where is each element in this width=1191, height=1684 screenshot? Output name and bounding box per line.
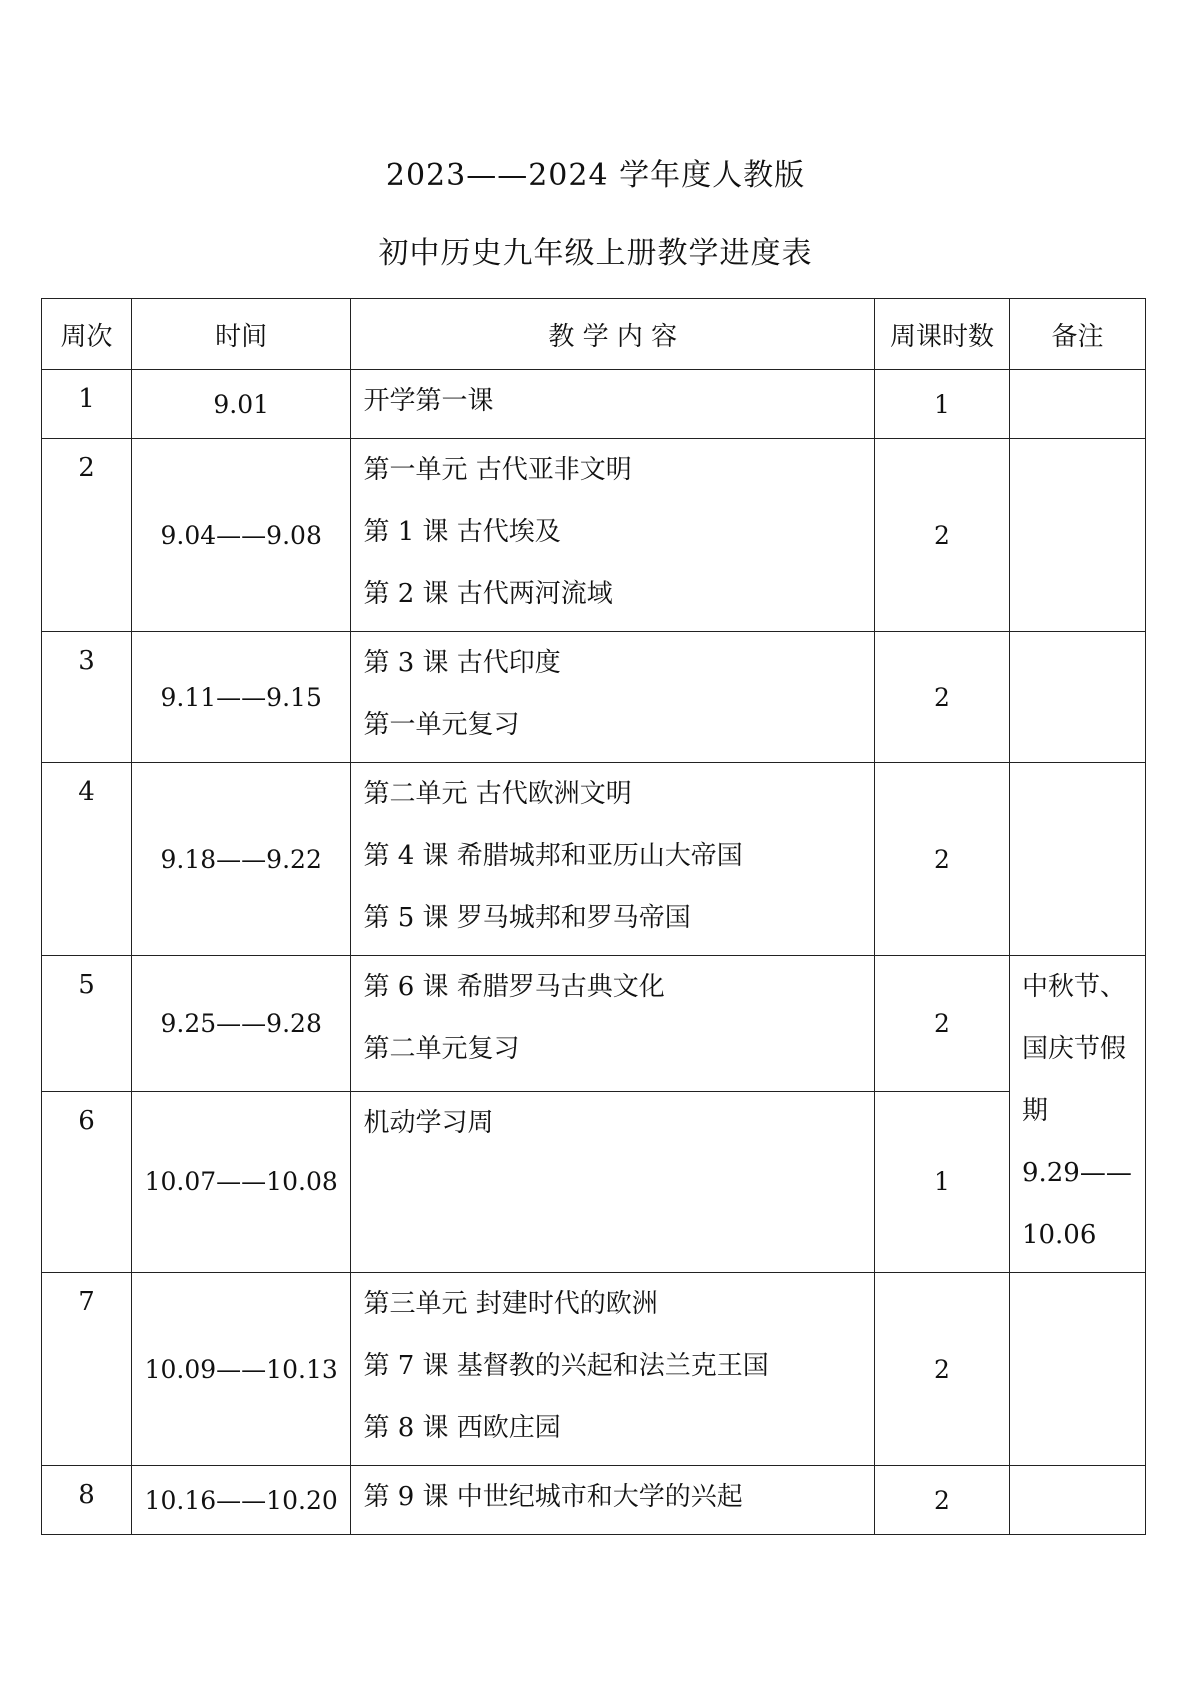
content-line: 第二单元复习 xyxy=(363,1034,520,1064)
time-cell: 9.11——9.15 xyxy=(131,632,351,763)
content-line: 第 9 课 中世纪城市和大学的兴起 xyxy=(363,1482,743,1512)
content-line: 第 8 课 西欧庄园 xyxy=(363,1413,561,1443)
table-row xyxy=(42,1091,1146,1272)
content-line: 第 4 课 希腊城邦和亚历山大帝国 xyxy=(363,841,743,871)
note-line: 9.29—— xyxy=(1021,1158,1132,1188)
time-cell: 9.18——9.22 xyxy=(131,763,351,956)
hours-cell: 1 xyxy=(875,1091,1010,1272)
schedule-table xyxy=(41,298,1146,1535)
time-cell: 10.09——10.13 xyxy=(131,1273,351,1466)
document-title-line1: 2023——2024 学年度人教版 xyxy=(385,158,806,193)
hours-cell: 2 xyxy=(875,763,1010,956)
content-line: 第 1 课 古代埃及 xyxy=(363,517,561,547)
content-cell xyxy=(351,763,875,956)
header-note: 备注 xyxy=(1009,299,1145,370)
content-line: 开学第一课 xyxy=(363,386,494,416)
content-cell xyxy=(351,1273,875,1466)
document-title-line2: 初中历史九年级上册教学进度表 xyxy=(378,236,813,271)
hours-cell: 1 xyxy=(875,370,1010,439)
header-time: 时间 xyxy=(131,299,351,370)
note-cell xyxy=(1009,370,1145,439)
table-row xyxy=(42,439,1146,632)
content-cell xyxy=(351,370,875,439)
content-line: 第二单元 古代欧洲文明 xyxy=(363,779,632,809)
table-row xyxy=(42,763,1146,956)
hours-cell: 2 xyxy=(875,632,1010,763)
note-cell xyxy=(1009,439,1145,632)
table-row xyxy=(42,1273,1146,1466)
week-cell: 8 xyxy=(42,1466,132,1535)
header-hours: 周课时数 xyxy=(875,299,1010,370)
table-row xyxy=(42,370,1146,439)
content-line: 机动学习周 xyxy=(363,1107,494,1138)
table-row xyxy=(42,956,1146,1092)
hours-cell: 2 xyxy=(875,956,1010,1092)
note-cell xyxy=(1009,632,1145,763)
week-cell: 1 xyxy=(42,370,132,439)
content-line: 第 5 课 罗马城邦和罗马帝国 xyxy=(363,903,691,933)
content-cell xyxy=(351,956,875,1092)
header-row xyxy=(42,299,1146,370)
note-line: 中秋节、 xyxy=(1021,972,1126,1002)
note-line: 期 xyxy=(1021,1096,1048,1126)
note-line: 10.06 xyxy=(1021,1220,1097,1250)
content-cell xyxy=(351,632,875,763)
week-cell: 7 xyxy=(42,1273,132,1466)
holiday-note-cell xyxy=(1009,956,1145,1273)
content-cell xyxy=(351,1466,875,1535)
header-content: 教 学 内 容 xyxy=(351,299,875,370)
content-cell xyxy=(351,439,875,632)
week-cell: 5 xyxy=(42,956,132,1092)
time-cell: 9.04——9.08 xyxy=(131,439,351,632)
content-line: 第三单元 封建时代的欧洲 xyxy=(363,1289,658,1319)
note-cell xyxy=(1009,1273,1145,1466)
table-row xyxy=(42,1466,1146,1535)
time-cell: 10.16——10.20 xyxy=(131,1466,351,1535)
content-line: 第 3 课 古代印度 xyxy=(363,648,561,678)
content-line: 第 6 课 希腊罗马古典文化 xyxy=(363,972,665,1002)
week-cell: 3 xyxy=(42,632,132,763)
hours-cell: 2 xyxy=(875,439,1010,632)
content-line: 第一单元复习 xyxy=(363,710,520,740)
week-cell: 4 xyxy=(42,763,132,956)
header-week: 周次 xyxy=(42,299,132,370)
note-cell xyxy=(1009,763,1145,956)
time-cell: 10.07——10.08 xyxy=(131,1091,351,1272)
note-line: 国庆节假 xyxy=(1021,1034,1126,1064)
content-line: 第 2 课 古代两河流域 xyxy=(363,579,613,609)
content-line: 第 7 课 基督教的兴起和法兰克王国 xyxy=(363,1351,769,1381)
week-cell: 2 xyxy=(42,439,132,632)
hours-cell: 2 xyxy=(875,1273,1010,1466)
time-cell: 9.01 xyxy=(131,370,351,439)
hours-cell: 2 xyxy=(875,1466,1010,1535)
table-row xyxy=(42,632,1146,763)
note-cell xyxy=(1009,1466,1145,1535)
content-line: 第一单元 古代亚非文明 xyxy=(363,455,632,485)
week-cell: 6 xyxy=(42,1091,132,1272)
content-cell xyxy=(351,1091,875,1272)
time-cell: 9.25——9.28 xyxy=(131,956,351,1092)
